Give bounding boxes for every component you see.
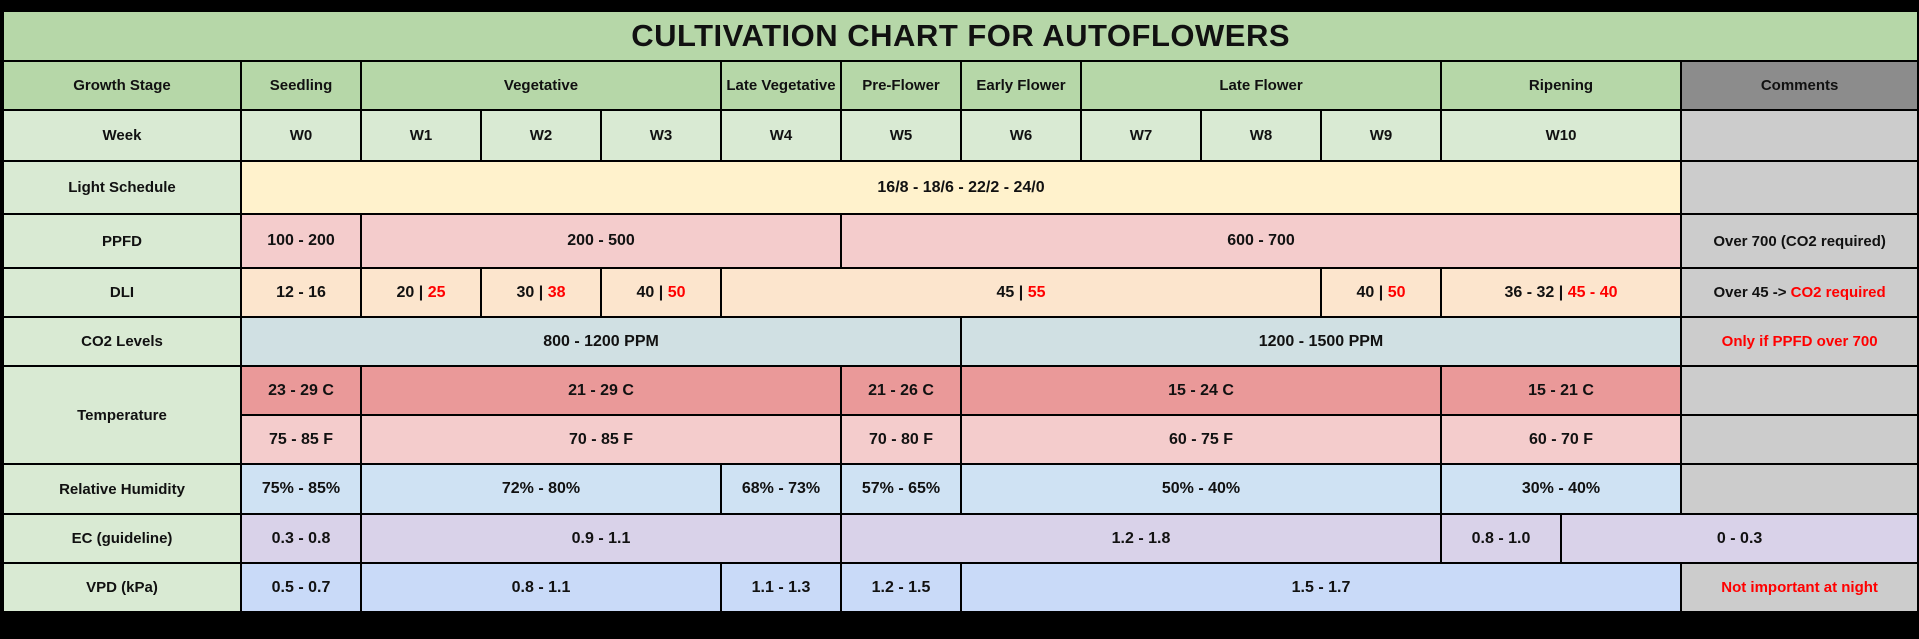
week-cell: W10 bbox=[1441, 110, 1681, 161]
dli-comment-text: Over 45 -> bbox=[1713, 284, 1791, 301]
ec-row bbox=[3, 514, 1918, 563]
header-comments: Comments bbox=[1681, 61, 1918, 110]
temp-f-cell: 70 - 85 F bbox=[361, 415, 841, 464]
comment-cell-empty bbox=[1681, 161, 1918, 214]
week-cell: W6 bbox=[961, 110, 1081, 161]
dli-w9 bbox=[1321, 268, 1441, 317]
week-cell: W1 bbox=[361, 110, 481, 161]
co2-row bbox=[3, 317, 1918, 366]
co2-early: 800 - 1200 PPM bbox=[241, 317, 961, 366]
row-label-ec: EC (guideline) bbox=[3, 514, 241, 563]
ppfd-comment: Over 700 (CO2 required) bbox=[1681, 214, 1918, 268]
vpd-comment: Not important at night bbox=[1681, 563, 1918, 612]
dli-w0: 12 - 16 bbox=[241, 268, 361, 317]
humidity-row bbox=[3, 464, 1918, 514]
dli-co2-value: 25 bbox=[427, 283, 446, 301]
week-cell: W5 bbox=[841, 110, 961, 161]
header-seedling: Seedling bbox=[241, 61, 361, 110]
dli-co2-value: 50 bbox=[667, 283, 686, 301]
dli-co2-value: 55 bbox=[1027, 283, 1046, 301]
co2-comment: Only if PPFD over 700 bbox=[1681, 317, 1918, 366]
light-schedule-value: 16/8 - 18/6 - 22/2 - 24/0 bbox=[241, 161, 1681, 214]
temp-f-cell: 70 - 80 F bbox=[841, 415, 961, 464]
dli-comment-red: CO2 required bbox=[1790, 284, 1886, 301]
temp-f-cell: 60 - 70 F bbox=[1441, 415, 1681, 464]
row-label-co2: CO2 Levels bbox=[3, 317, 241, 366]
header-vegetative: Vegetative bbox=[361, 61, 721, 110]
temp-f-cell: 60 - 75 F bbox=[961, 415, 1441, 464]
week-cell: W2 bbox=[481, 110, 601, 161]
temp-c-cell: 15 - 21 C bbox=[1441, 366, 1681, 415]
co2-late: 1200 - 1500 PPM bbox=[961, 317, 1681, 366]
ec-veg: 0.9 - 1.1 bbox=[361, 514, 841, 563]
ec-w9: 0.8 - 1.0 bbox=[1441, 514, 1561, 563]
comment-cell-empty bbox=[1681, 110, 1918, 161]
rh-cell: 30% - 40% bbox=[1441, 464, 1681, 514]
temp-f-cell: 75 - 85 F bbox=[241, 415, 361, 464]
temperature-fahrenheit-row bbox=[3, 415, 1918, 464]
vpd-cell: 0.5 - 0.7 bbox=[241, 563, 361, 612]
stage-header-row bbox=[3, 61, 1918, 110]
cultivation-table bbox=[2, 10, 1919, 613]
rh-cell: 72% - 80% bbox=[361, 464, 721, 514]
row-label-dli: DLI bbox=[3, 268, 241, 317]
dli-value: 36 - 32 | bbox=[1504, 283, 1568, 301]
vpd-cell: 1.2 - 1.5 bbox=[841, 563, 961, 612]
row-label-week: Week bbox=[3, 110, 241, 161]
temperature-celsius-row bbox=[3, 366, 1918, 415]
dli-w10 bbox=[1441, 268, 1681, 317]
dli-comment bbox=[1681, 268, 1918, 317]
ppfd-veg: 200 - 500 bbox=[361, 214, 841, 268]
vpd-cell: 0.8 - 1.1 bbox=[361, 563, 721, 612]
temp-c-cell: 23 - 29 C bbox=[241, 366, 361, 415]
week-cell: W8 bbox=[1201, 110, 1321, 161]
temp-c-cell: 15 - 24 C bbox=[961, 366, 1441, 415]
week-cell: W3 bbox=[601, 110, 721, 161]
dli-w2 bbox=[481, 268, 601, 317]
dli-w4-w8 bbox=[721, 268, 1321, 317]
rh-cell: 75% - 85% bbox=[241, 464, 361, 514]
week-cell: W4 bbox=[721, 110, 841, 161]
dli-w3 bbox=[601, 268, 721, 317]
dli-value: 30 | bbox=[516, 283, 548, 301]
row-label-light: Light Schedule bbox=[3, 161, 241, 214]
light-row bbox=[3, 161, 1918, 214]
header-growth-stage: Growth Stage bbox=[3, 61, 241, 110]
dli-co2-value: 45 - 40 bbox=[1567, 283, 1618, 301]
rh-cell: 68% - 73% bbox=[721, 464, 841, 514]
vpd-cell: 1.5 - 1.7 bbox=[961, 563, 1681, 612]
comment-cell-empty bbox=[1681, 415, 1918, 464]
row-label-vpd: VPD (kPa) bbox=[3, 563, 241, 612]
dli-w1 bbox=[361, 268, 481, 317]
row-label-ppfd: PPFD bbox=[3, 214, 241, 268]
rh-cell: 57% - 65% bbox=[841, 464, 961, 514]
row-label-humidity: Relative Humidity bbox=[3, 464, 241, 514]
header-late-vegetative: Late Vegetative bbox=[721, 61, 841, 110]
ec-w10: 0 - 0.3 bbox=[1561, 514, 1918, 563]
header-pre-flower: Pre-Flower bbox=[841, 61, 961, 110]
header-late-flower: Late Flower bbox=[1081, 61, 1441, 110]
chart-title: CULTIVATION CHART FOR AUTOFLOWERS bbox=[3, 11, 1918, 61]
comment-cell-empty bbox=[1681, 366, 1918, 415]
dli-co2-value: 38 bbox=[547, 283, 566, 301]
vpd-row bbox=[3, 563, 1918, 612]
header-ripening: Ripening bbox=[1441, 61, 1681, 110]
temp-c-cell: 21 - 26 C bbox=[841, 366, 961, 415]
row-label-temperature: Temperature bbox=[3, 366, 241, 464]
ppfd-seedling: 100 - 200 bbox=[241, 214, 361, 268]
header-early-flower: Early Flower bbox=[961, 61, 1081, 110]
title-row bbox=[3, 11, 1918, 61]
week-cell: W7 bbox=[1081, 110, 1201, 161]
dli-co2-value: 50 bbox=[1387, 283, 1406, 301]
dli-value: 40 | bbox=[636, 283, 668, 301]
ec-seedling: 0.3 - 0.8 bbox=[241, 514, 361, 563]
ppfd-flower: 600 - 700 bbox=[841, 214, 1681, 268]
dli-value: 40 | bbox=[1356, 283, 1388, 301]
dli-value: 45 | bbox=[996, 283, 1028, 301]
ppfd-row bbox=[3, 214, 1918, 268]
comment-cell-empty bbox=[1681, 464, 1918, 514]
vpd-cell: 1.1 - 1.3 bbox=[721, 563, 841, 612]
week-cell: W9 bbox=[1321, 110, 1441, 161]
chart-frame bbox=[2, 10, 1917, 629]
week-cell: W0 bbox=[241, 110, 361, 161]
dli-value: 20 | bbox=[396, 283, 428, 301]
dli-row bbox=[3, 268, 1918, 317]
ec-flower: 1.2 - 1.8 bbox=[841, 514, 1441, 563]
week-row bbox=[3, 110, 1918, 161]
rh-cell: 50% - 40% bbox=[961, 464, 1441, 514]
temp-c-cell: 21 - 29 C bbox=[361, 366, 841, 415]
